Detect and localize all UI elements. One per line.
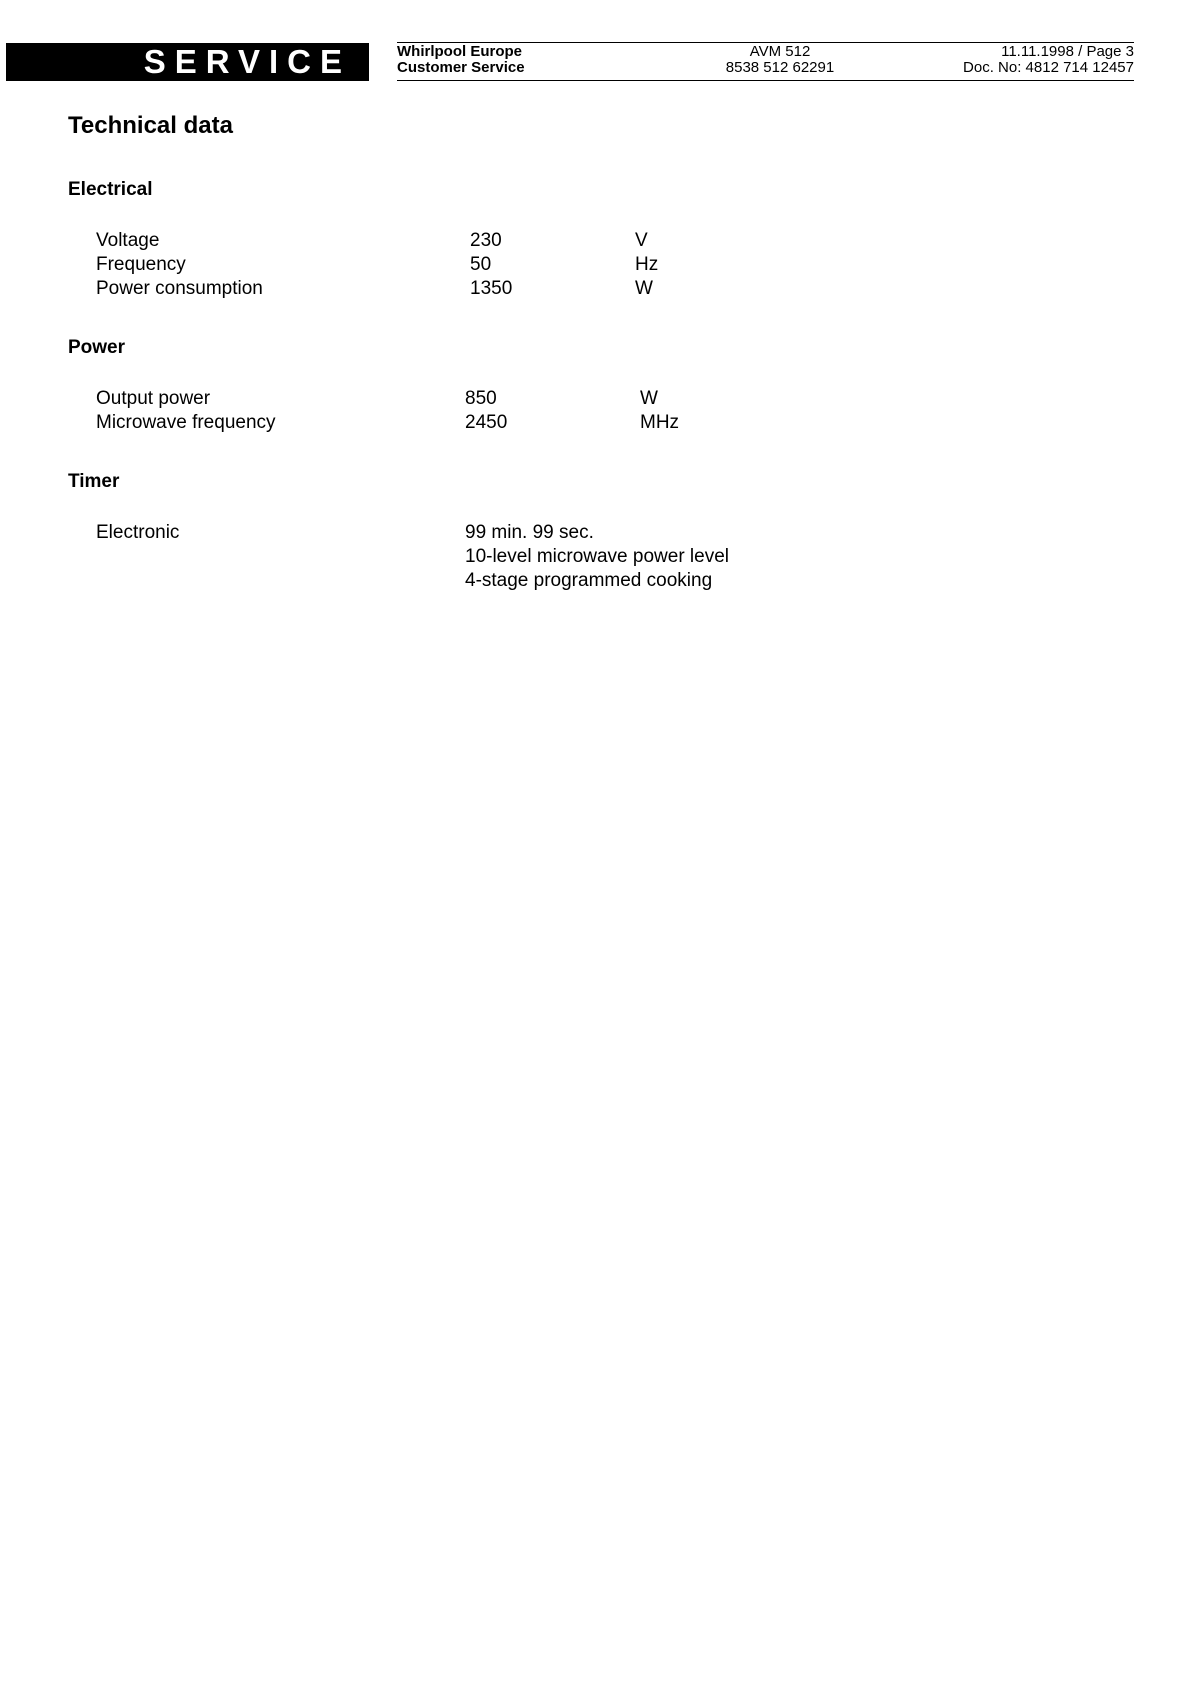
spec-value: 50: [470, 254, 492, 275]
spec-label: Frequency: [96, 254, 186, 275]
company-name: Whirlpool Europe: [397, 43, 522, 60]
spec-label: Power consumption: [96, 278, 263, 299]
company-department: Customer Service: [397, 59, 525, 76]
spec-unit: W: [640, 388, 658, 409]
spec-label: Output power: [96, 388, 211, 409]
doc-number: Doc. No: 4812 714 12457: [963, 59, 1134, 76]
spec-label: Voltage: [96, 230, 160, 251]
model-number: 8538 512 62291: [725, 59, 835, 76]
spec-value: 850: [465, 388, 497, 409]
spec-value: 10-level microwave power level: [465, 546, 729, 567]
section-heading-timer: Timer: [68, 471, 120, 492]
spec-value: 230: [470, 230, 502, 251]
page-title: Technical data: [68, 112, 233, 139]
spec-label: Microwave frequency: [96, 412, 276, 433]
spec-label: Electronic: [96, 522, 180, 543]
spec-unit: W: [635, 278, 653, 299]
spec-value: 1350: [470, 278, 513, 299]
header-doc-info: [963, 44, 1134, 76]
model-name: AVM 512: [749, 43, 811, 60]
header-model: [665, 44, 895, 76]
document-header: [397, 42, 1134, 81]
date-page: 11.11.1998 / Page 3: [1001, 43, 1134, 60]
spec-unit: V: [635, 230, 648, 251]
section-heading-electrical: Electrical: [68, 179, 153, 200]
spec-value: 99 min. 99 sec.: [465, 522, 594, 543]
spec-unit: MHz: [640, 412, 680, 433]
spec-unit: Hz: [635, 254, 659, 275]
spec-value: 4-stage programmed cooking: [465, 570, 713, 591]
spec-value: 2450: [465, 412, 508, 433]
section-heading-power: Power: [68, 337, 126, 358]
service-banner: SERVICE: [6, 43, 369, 81]
header-company: [397, 44, 525, 76]
